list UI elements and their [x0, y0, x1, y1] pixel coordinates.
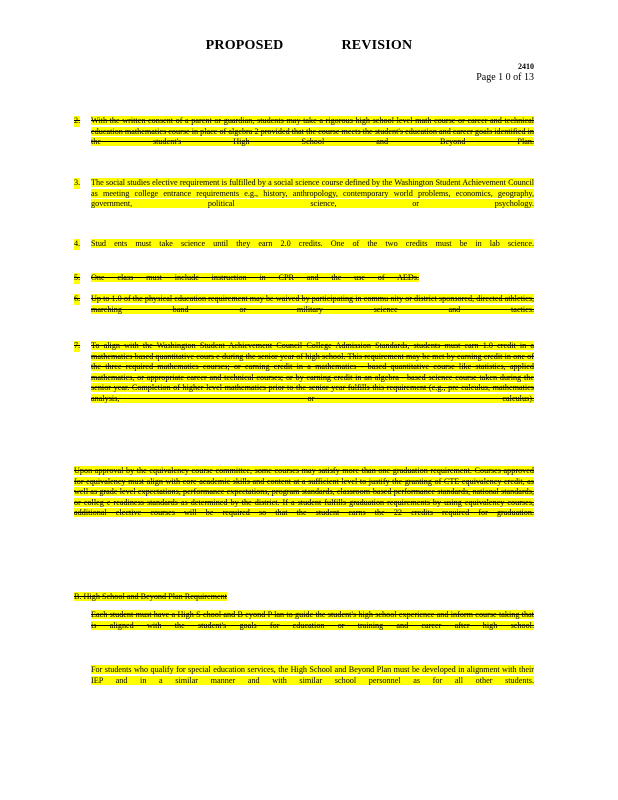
item-text: To align with the Washington Student Achievement Council College Admission Standards, students must earn 1.0 credit in a mathematics based quantitative cours e during the senior year of high school. This requirement may be met by earning credit in one of the three required mathematics courses; or earning credit in a mathematics - based quantitative course like statistics, applied mathematics, or appropriate career and technical courses; or by earning credit in an algebra - based science course taken during the senior year. Completion of higher level mathematics prior to the senior year fulfills this requirement (e.g., pre calculus, mathematics analysis, or calculus).	[91, 341, 534, 403]
item-number: 6.	[74, 294, 81, 303]
item-number: 4.	[74, 239, 81, 248]
title-word-proposed: PROPOSED	[205, 38, 284, 53]
item-text: The social studies elective requirement is fulfilled by a social science course defined by the Washington Student Achievement Council as meeting college entrance requirements e.g., history, anthropology, contemporary world problems, economics, geography, government, political science, or psychology.	[91, 178, 534, 209]
item-text: With the written consent of a parent or guardian, students may take a rigorous high school level math course or career and technical education mathematics course in place of algebra 2 provided that the course meets the student's education and career goals identified in the student's High School and Beyond Plan.	[91, 116, 534, 147]
equivalency-paragraph	[74, 466, 534, 519]
section-b-paragraph-1	[91, 610, 534, 631]
section-b-paragraph-2	[91, 665, 534, 686]
equivalency-text: Upon approval by the equivalency course committee, some courses may satisfy more than one graduation requirement. Courses approved for equivalency must align with core academic skills and content at a sufficient level to justify the granting of CTE equivalency credit, as well as grade level expectations, performance expectations, program standards, classroom-based performance standards, national standards, or colleg e readiness standards as determined by the district. If a student fulfills graduation requirements by using equivalency courses, additional elective courses will be required so that the student earns the 22 credits required for graduation.	[74, 466, 534, 518]
page-number: Page 1 0 of 13	[476, 72, 534, 83]
item-number: 3.	[74, 178, 81, 187]
list-item-5	[74, 273, 419, 284]
item-number: 7.	[74, 341, 81, 350]
list-item-7	[74, 341, 534, 405]
title-word-revision: REVISION	[341, 38, 413, 53]
item-text: Stud ents must take science until they earn 2.0 credits. One of the two credits must be in lab science.	[91, 239, 534, 248]
section-b-paragraph-1-text: Each student must have a High S chool and B eyond P lan to guide the student's high school experience and inform course taking that is aligned with the student's goals for education or training and career after high school.	[91, 610, 534, 630]
list-item-4	[74, 239, 534, 250]
list-item-3	[74, 178, 534, 210]
section-b-heading	[74, 592, 227, 603]
item-text: One class must include instruction in CPR and the use of AEDs.	[91, 273, 419, 282]
section-b-paragraph-2-text: For students who qualify for special education services, the High School and Beyond Plan must be developed in alignment with their IEP and in a similar manner and with similar school personnel as for all other students.	[91, 665, 534, 685]
item-number: 2.	[74, 116, 81, 125]
list-item-2	[74, 116, 534, 148]
item-number: 5.	[74, 273, 81, 282]
document-number: 2410	[518, 62, 534, 71]
section-b-heading-text: B. High School and Beyond Plan Requirement	[74, 592, 228, 601]
item-text: Up to 1.0 of the physical education requirement may be waived by participating in commu nity or district sponsored, directed athletics, marching band or military science and tactics.	[91, 294, 534, 314]
page-title	[0, 38, 618, 54]
list-item-6	[74, 294, 534, 315]
